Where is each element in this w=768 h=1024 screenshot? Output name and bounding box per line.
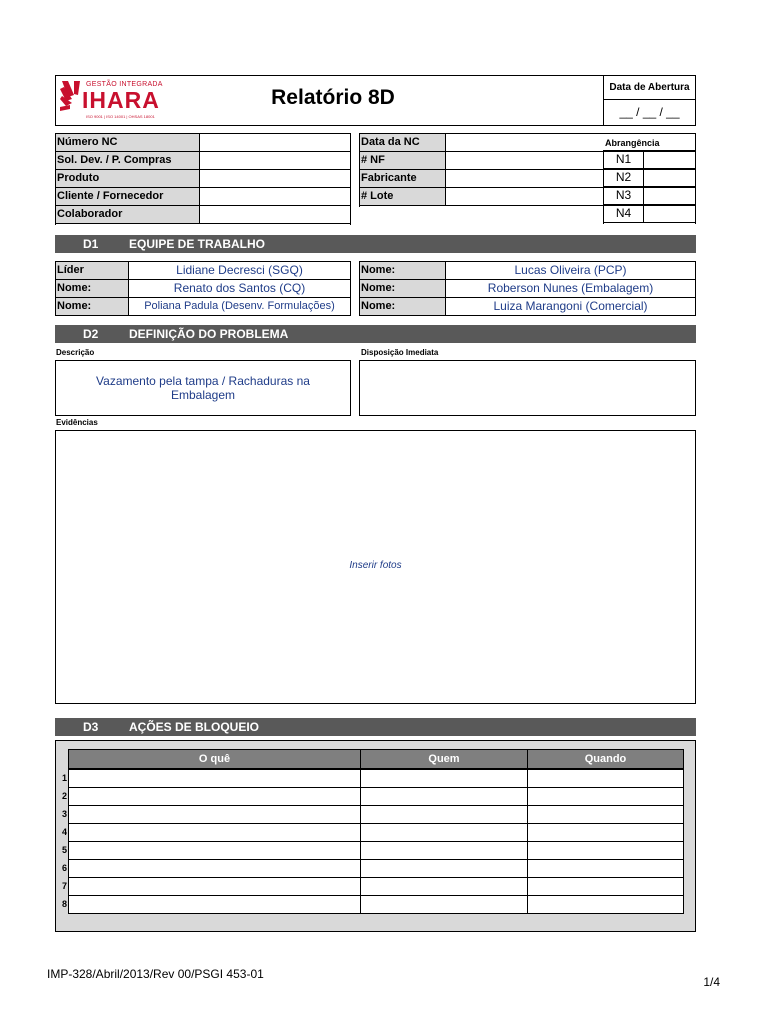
abrangencia-grid [603,150,696,224]
d3-table-cell[interactable] [527,877,684,896]
d3-table-cell[interactable] [360,823,528,842]
info-left-grid [55,133,351,225]
team-member-label: Nome: [56,280,128,298]
team-member-name[interactable]: Renato dos Santos (CQ) [128,280,350,298]
d3-table-cell[interactable] [360,841,528,860]
d3-table-cell[interactable] [68,769,361,788]
d1-code: D1 [83,237,99,251]
d3-table-cell[interactable] [360,787,528,806]
team-member-label: Nome: [360,262,445,280]
team-member-label: Nome: [56,298,128,316]
d3-table-cell[interactable] [527,859,684,878]
d3-code: D3 [83,720,99,734]
report-header [55,75,604,126]
d3-column-header: O quê [68,749,361,769]
info-left-value[interactable] [199,134,350,152]
team-member-label: Nome: [360,298,445,316]
d3-table-cell[interactable] [68,895,361,914]
d3-row-number: 2 [61,791,67,801]
d3-row-number: 5 [61,845,67,855]
evidence-area[interactable] [55,430,696,704]
evidence-label: Evidências [56,418,98,427]
description-text: Vazamento pela tampa / Rachaduras na Embalagem [96,374,310,402]
disposition-field[interactable] [359,360,696,416]
info-mid-label: # Lote [360,188,445,206]
d1-right-grid [359,261,696,316]
abrangencia-check[interactable] [644,205,695,223]
d3-table-cell[interactable] [68,841,361,860]
team-member-name[interactable]: Poliana Padula (Desenv. Formulações) [128,298,350,316]
d2-section-bar [55,325,696,343]
team-member-name[interactable]: Luiza Marangoni (Comercial) [445,298,695,316]
info-left-label: Número NC [56,134,199,152]
info-left-value[interactable] [199,188,350,206]
d3-table-cell[interactable] [68,805,361,824]
info-left-value[interactable] [199,152,350,170]
disposition-label: Disposição Imediata [361,348,439,357]
d3-row-number: 6 [61,863,67,873]
info-left-label: Cliente / Fornecedor [56,188,199,206]
logo-certs-text: ISO 9001 | ISO 14001 | OHSAS 18001 [86,114,155,119]
d3-table-cell[interactable] [527,769,684,788]
d3-row-number: 1 [61,773,67,783]
d3-row-number: 3 [61,809,67,819]
d3-table-cell[interactable] [360,805,528,824]
abrangencia-level: N1 [604,151,644,169]
logo-top-text: GESTÃO INTEGRADA [86,81,163,88]
d1-section-bar [55,235,696,253]
d3-table-cell[interactable] [360,877,528,896]
logo-brand-text: IHARA [82,87,160,113]
description-field[interactable] [55,360,351,416]
footer-doc-code: IMP-328/Abril/2013/Rev 00/PSGI 453-01 [47,967,264,981]
info-left-label: Sol. Dev. / P. Compras [56,152,199,170]
d3-row-number: 8 [61,899,67,909]
team-member-label: Nome: [360,280,445,298]
abrangencia-check[interactable] [644,151,695,169]
d3-table-cell[interactable] [527,895,684,914]
footer-page-number: 1/4 [703,975,720,989]
d3-table-cell[interactable] [68,787,361,806]
d3-table-cell[interactable] [360,895,528,914]
d2-code: D2 [83,327,99,341]
team-member-name[interactable]: Lidiane Decresci (SGQ) [128,262,350,280]
info-left-label: Produto [56,170,199,188]
team-member-name[interactable]: Lucas Oliveira (PCP) [445,262,695,280]
info-left-value[interactable] [199,206,350,224]
team-member-label: Líder [56,262,128,280]
abrangencia-level: N2 [604,169,644,187]
d1-title: EQUIPE DE TRABALHO [129,237,266,251]
d3-table-cell[interactable] [68,859,361,878]
info-mid-label: Fabricante [360,170,445,188]
info-mid-label: # NF [360,152,445,170]
d1-left-grid [55,261,351,316]
opening-date-value[interactable]: __ / __ / __ [619,105,680,119]
d3-table-cell[interactable] [527,805,684,824]
d3-table-cell[interactable] [527,787,684,806]
team-member-name[interactable]: Roberson Nunes (Embalagem) [445,280,695,298]
abrangencia-check[interactable] [644,169,695,187]
d3-row-number: 4 [61,827,67,837]
d3-table-frame [55,740,696,932]
d3-table-cell[interactable] [68,877,361,896]
info-left-value[interactable] [199,170,350,188]
d3-column-header: Quem [360,749,528,769]
d2-title: DEFINIÇÃO DO PROBLEMA [129,327,289,341]
description-label: Descrição [56,348,95,357]
d3-table-cell[interactable] [527,823,684,842]
d3-section-bar [55,718,696,736]
d3-table-cell[interactable] [527,841,684,860]
d3-row-number: 7 [61,881,67,891]
opening-date-label: Data de Abertura [604,76,695,100]
d3-table-cell[interactable] [68,823,361,842]
page-title: Relatório 8D [271,86,395,109]
abrangencia-label: Abrangência [605,138,660,148]
info-mid-label: Data da NC [360,134,445,152]
abrangencia-level: N4 [604,205,644,223]
ihara-logo [60,79,172,123]
d3-column-header: Quando [527,749,684,769]
info-left-label: Colaborador [56,206,199,224]
opening-date-box [603,75,696,126]
abrangencia-level: N3 [604,187,644,205]
d3-table-cell[interactable] [360,769,528,788]
abrangencia-check[interactable] [644,187,695,205]
d3-title: AÇÕES DE BLOQUEIO [129,720,260,734]
evidence-placeholder: Inserir fotos [349,560,402,571]
d3-table-cell[interactable] [360,859,528,878]
